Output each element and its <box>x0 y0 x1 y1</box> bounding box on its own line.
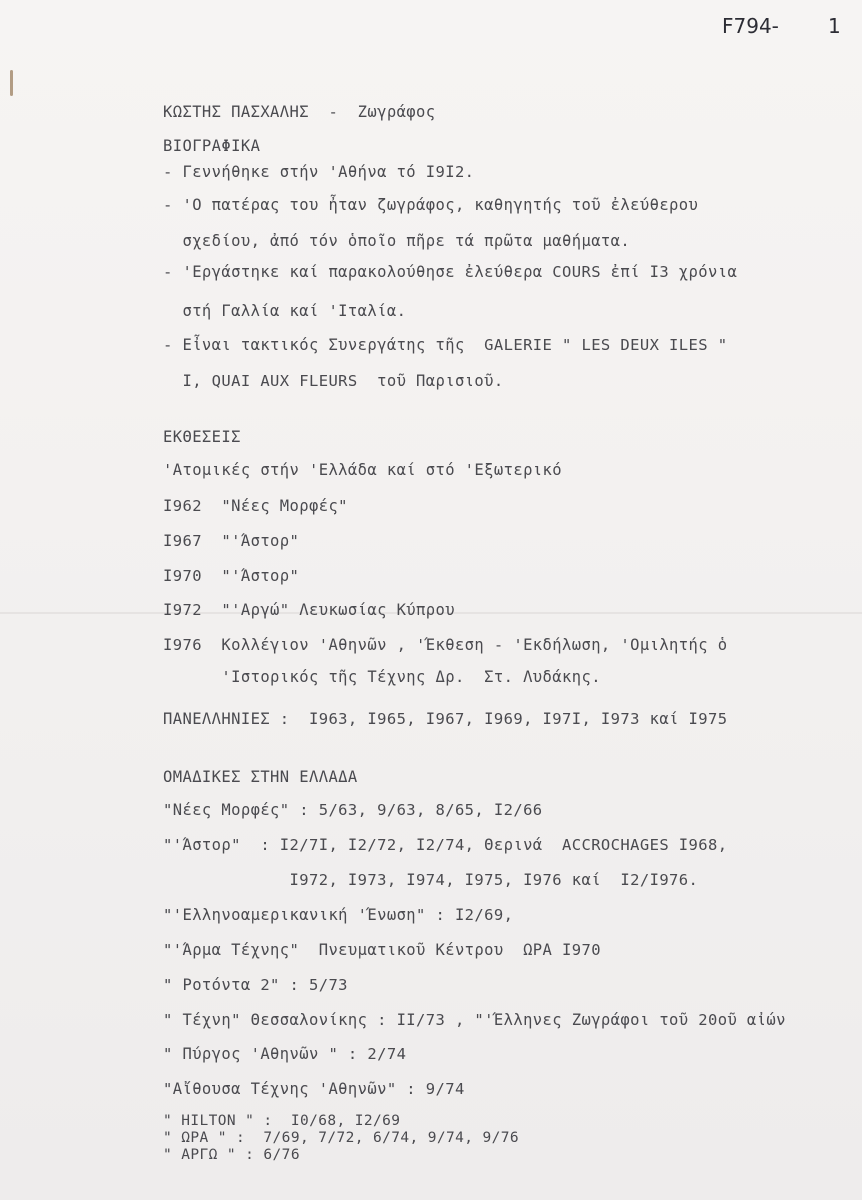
group-line: Ι972, Ι973, Ι974, Ι975, Ι976 καί Ι2/Ι976. <box>163 871 699 889</box>
reference-annotation: F794- <box>722 14 779 38</box>
group-line: "Αἴθουσα Τέχνης 'Αθηνῶν" : 9/74 <box>163 1080 465 1098</box>
panhellenic-line: ΠΑΝΕΛΛΗΝΙΕΣ : Ι963, Ι965, Ι967, Ι969, Ι97Ι, Ι973 καί Ι975 <box>163 710 728 728</box>
exhibition-line: Ι976 Κολλέγιον 'Αθηνῶν , 'Έκθεση - 'Εκδήλωση, 'Ομιλητής ὁ <box>163 636 728 654</box>
bio-line: - 'Ο πατέρας του ἦταν ζωγράφος, καθηγητής τοῦ ἐλεύθερου <box>163 196 699 214</box>
group-line: "Νέες Μορφές" : 5/63, 9/63, 8/65, Ι2/66 <box>163 801 543 819</box>
exhibition-line: 'Ιστορικός τῆς Τέχνης Δρ. Στ. Λυδάκης. <box>163 668 601 686</box>
group-line: "'Άστορ" : Ι2/7Ι, Ι2/72, Ι2/74, Θερινά ACCROCHAGES Ι968, <box>163 836 728 854</box>
exhibition-line: Ι970 "'Άστορ" <box>163 567 300 585</box>
exhibition-line: Ι962 "Νέες Μορφές" <box>163 497 348 515</box>
group-line: " Πύργος 'Αθηνῶν " : 2/74 <box>163 1045 407 1063</box>
document-title: ΚΩΣΤΗΣ ΠΑΣΧΑΛΗΣ - Ζωγράφος <box>163 103 436 121</box>
exhibition-line: Ι972 "'Αργώ" Λευκωσίας Κύπρου <box>163 601 455 619</box>
group-line: " Ροτόντα 2" : 5/73 <box>163 976 348 994</box>
exhibition-line: Ι967 "'Άστορ" <box>163 532 300 550</box>
page-number: 1 <box>828 14 841 38</box>
bio-line: - Εἶναι τακτικός Συνεργάτης τῆς GALERIE " LES DEUX ILES " <box>163 336 728 354</box>
bio-line: Ι, QUAI AUX FLEURS τοῦ Παρισιοῦ. <box>163 372 504 390</box>
group-line: " HILTON " : Ι0/68, Ι2/69 <box>163 1113 401 1129</box>
bio-line: - Γεννήθηκε στήν 'Αθήνα τό Ι9Ι2. <box>163 163 475 181</box>
bio-line: σχεδίου, ἀπό τόν ὁποῖο πῆρε τά πρῶτα μαθήματα. <box>163 232 631 250</box>
bio-line: - 'Εργάστηκε καί παρακολούθησε ἐλεύθερα COURS ἐπί Ι3 χρόνια <box>163 263 738 281</box>
exhibitions-heading: ΕΚΘΕΣΕΙΣ <box>163 428 241 446</box>
margin-mark <box>10 70 13 96</box>
bio-heading: ΒΙΟΓΡΑΦΙΚΑ <box>163 137 261 155</box>
group-line: " ΑΡΓΩ " : 6/76 <box>163 1147 300 1163</box>
group-line: "'Ελληνοαμερικανική 'Ένωση" : Ι2/69, <box>163 906 514 924</box>
group-line: " Τέχνη" Θεσσαλονίκης : ΙΙ/73 , "'Έλληνες Ζωγράφοι τοῦ 20οῦ αἰών <box>163 1011 786 1029</box>
group-line: " ΩΡΑ " : 7/69, 7/72, 6/74, 9/74, 9/76 <box>163 1130 520 1146</box>
exhibitions-subheading: 'Ατομικές στήν 'Ελλάδα καί στό 'Εξωτερικό <box>163 461 563 479</box>
group-line: "'Άρμα Τέχνης" Πνευματικοῦ Κέντρου ΩΡΑ Ι970 <box>163 941 601 959</box>
bio-line: στή Γαλλία καί 'Ιταλία. <box>163 302 407 320</box>
group-heading: ΟΜΑΔΙΚΕΣ ΣΤΗΝ ΕΛΛΑΔΑ <box>163 768 358 786</box>
